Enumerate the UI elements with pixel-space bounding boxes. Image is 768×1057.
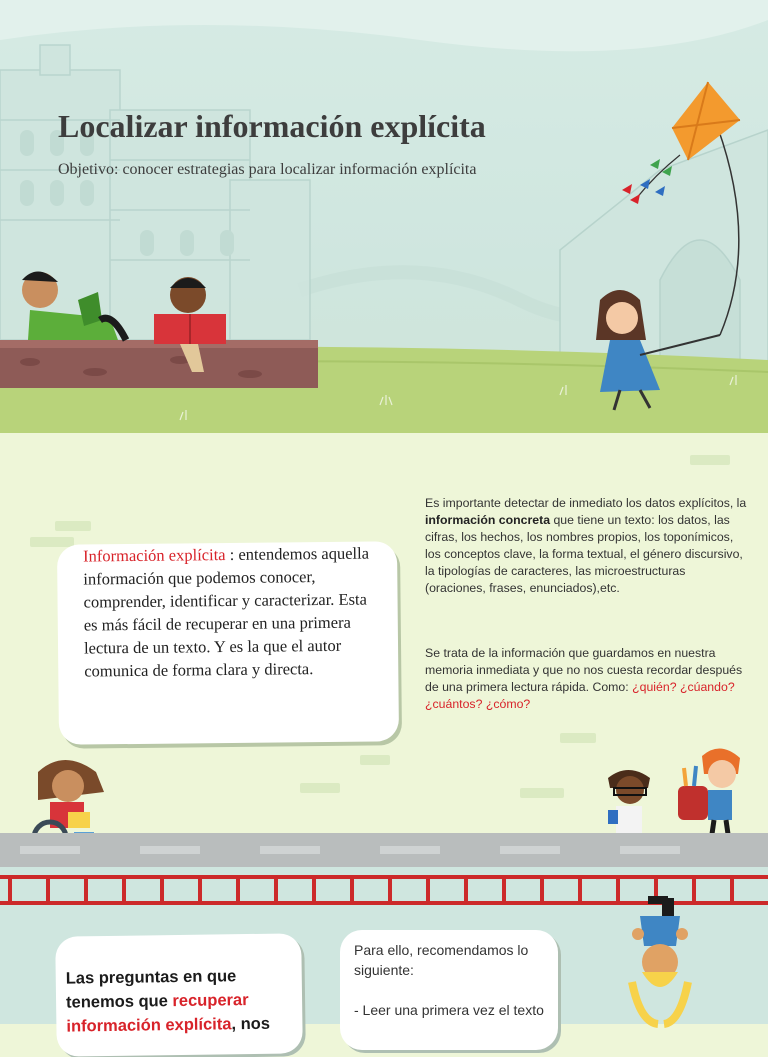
wall-brick xyxy=(55,521,91,531)
wall-brick xyxy=(360,755,390,765)
road-stripe xyxy=(140,846,200,854)
recommendation-card xyxy=(340,930,558,1050)
road-stripe xyxy=(260,846,320,854)
recommendation-step: - Leer una primera vez el texto xyxy=(354,1002,544,1018)
page-objective: Objetivo: conocer estrategias para localizar información explícita xyxy=(58,161,477,178)
definition-card xyxy=(57,541,399,745)
road-divider xyxy=(0,833,768,867)
road-stripe xyxy=(620,846,680,854)
wall-brick xyxy=(30,537,74,547)
hero-banner xyxy=(0,0,768,433)
road-stripe xyxy=(500,846,560,854)
road-stripe xyxy=(380,846,440,854)
wall-brick xyxy=(560,733,596,743)
definition-separator: : xyxy=(225,544,235,565)
definition-text xyxy=(83,541,374,682)
example-questions: ¿quién? ¿cúando? ¿cuántos? ¿cómo? xyxy=(425,680,735,711)
explanation-text: que tiene un texto: los datos, las cifras, los hechos, los nombres propios, los toponímicos, los conceptos clave, la forma textual, el género discursivo, la tipologías de caracteres, las microestructuras (oraciones, frases, enunciados),etc. xyxy=(425,513,743,595)
explanation-text: Es importante detectar de inmediato los datos explícitos, la xyxy=(425,496,747,510)
child-upside-down xyxy=(618,892,702,1024)
explanation-paragraph-2 xyxy=(425,645,747,713)
highlight-concrete-info: información concreta xyxy=(425,513,551,527)
page-title: Localizar información explícita xyxy=(58,108,486,144)
definition-body: entendemos aquella información que podemos conocer, comprender, identificar y caracterizar. Esta es más fácil de recuperar en una primera lectura de un texto. Y es la que el autor comunica de forma clara y directa. xyxy=(83,543,370,681)
wall-brick xyxy=(520,788,564,798)
definition-term: Información explícita xyxy=(82,545,226,566)
questions-text-part: , nos xyxy=(231,1014,271,1034)
explanation-text: Se trata de la información que guardamos en nuestra memoria inmediata y que no nos cuesta recordar después de una primera lectura rápida. Como: xyxy=(425,646,743,694)
questions-text xyxy=(66,963,297,1038)
hero-illustration xyxy=(0,0,768,433)
wall-brick xyxy=(690,455,730,465)
explanation-paragraph-1 xyxy=(425,495,747,597)
questions-card xyxy=(55,933,303,1056)
questions-highlight: recuperar información explícita xyxy=(66,991,249,1036)
questions-text-part: Las preguntas en que tenemos que xyxy=(65,967,237,1012)
road-stripe xyxy=(20,846,80,854)
recommendation-intro: Para ello, recomendamos lo siguiente: xyxy=(354,942,529,978)
wall-brick xyxy=(300,783,340,793)
